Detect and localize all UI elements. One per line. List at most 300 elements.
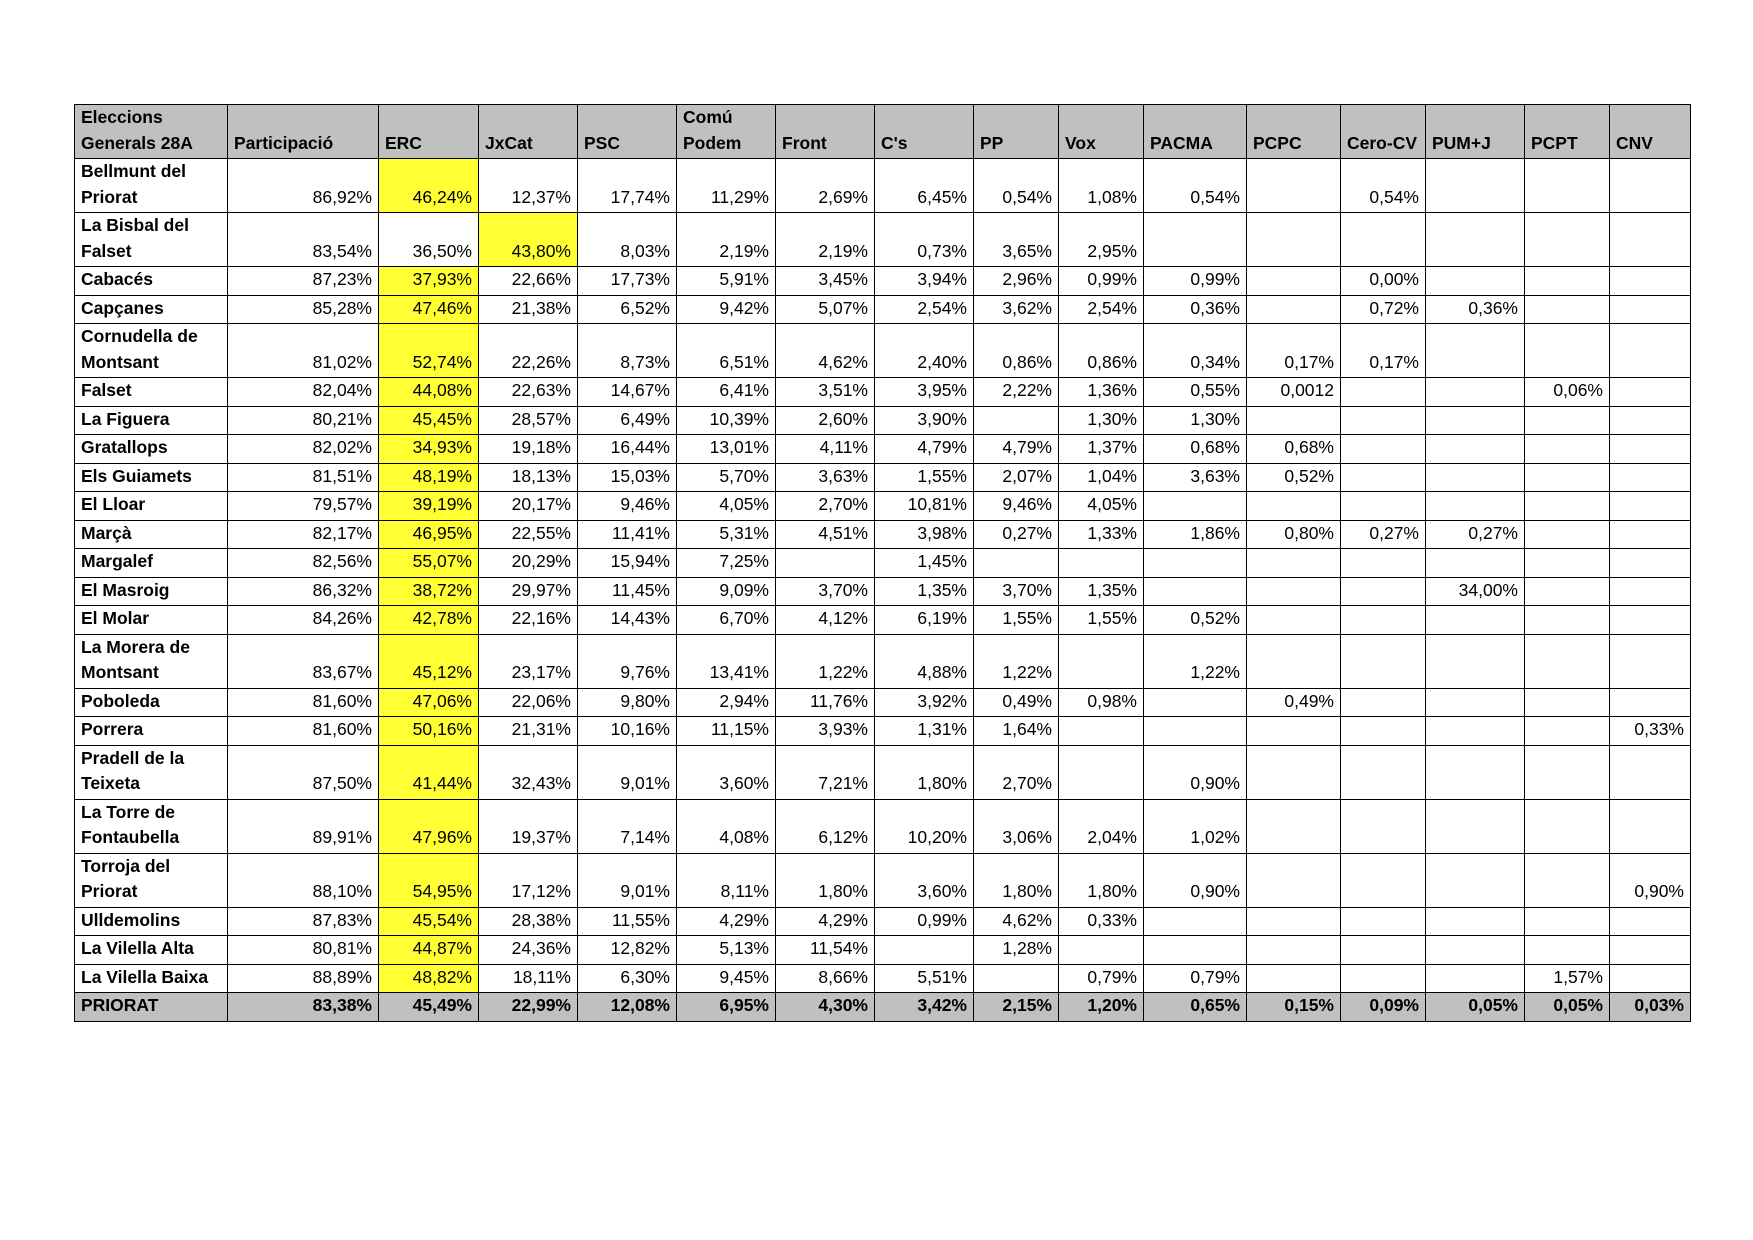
cell-erc: 55,07% <box>379 549 479 578</box>
cell-pacma: 0,99% <box>1144 267 1247 296</box>
cell-psc: 17,73% <box>578 267 677 296</box>
cell-pcpt <box>1525 577 1610 606</box>
cell-cnv <box>1610 492 1691 521</box>
cell-front: 2,69% <box>776 159 875 213</box>
cell-cero-cv <box>1341 745 1426 799</box>
cell-erc: 50,16% <box>379 717 479 746</box>
cell-cero-cv <box>1341 435 1426 464</box>
cell-front: 2,19% <box>776 213 875 267</box>
table-row <box>75 324 1691 378</box>
cell-erc: 52,74% <box>379 324 479 378</box>
cell-cero-cv: 0,17% <box>1341 324 1426 378</box>
cell-jxcat: 21,38% <box>479 295 578 324</box>
cell-pcpc <box>1247 606 1341 635</box>
cell-pcpt <box>1525 853 1610 907</box>
cell-psc: 14,43% <box>578 606 677 635</box>
cell-pcpt <box>1525 267 1610 296</box>
cell-vox: 0,33% <box>1059 907 1144 936</box>
cell-pum-j <box>1426 463 1525 492</box>
cell-participaci-: 88,10% <box>228 853 379 907</box>
cell-jxcat: 19,18% <box>479 435 578 464</box>
cell-c-s: 4,88% <box>875 634 974 688</box>
cell-cnv <box>1610 213 1691 267</box>
cell-erc: 34,93% <box>379 435 479 464</box>
cell-vox: 1,35% <box>1059 577 1144 606</box>
cell-participaci-: 83,38% <box>228 993 379 1022</box>
cell-pp: 0,49% <box>974 688 1059 717</box>
cell-jxcat: 22,99% <box>479 993 578 1022</box>
header-title: Eleccions Generals 28A <box>75 105 228 159</box>
table-row <box>75 463 1691 492</box>
municipality-name: Margalef <box>75 549 228 578</box>
municipality-name: Capçanes <box>75 295 228 324</box>
cell-pcpc <box>1247 406 1341 435</box>
cell-com-podem: 6,70% <box>677 606 776 635</box>
cell-pp: 1,22% <box>974 634 1059 688</box>
cell-pcpt <box>1525 295 1610 324</box>
cell-pacma: 1,22% <box>1144 634 1247 688</box>
cell-com-podem: 13,01% <box>677 435 776 464</box>
cell-pp: 2,15% <box>974 993 1059 1022</box>
cell-cnv <box>1610 378 1691 407</box>
cell-pp: 0,86% <box>974 324 1059 378</box>
cell-com-podem: 5,31% <box>677 520 776 549</box>
cell-pacma <box>1144 688 1247 717</box>
cell-pp: 1,55% <box>974 606 1059 635</box>
cell-cnv <box>1610 267 1691 296</box>
cell-cero-cv <box>1341 406 1426 435</box>
cell-jxcat: 24,36% <box>479 936 578 965</box>
cell-com-podem: 5,70% <box>677 463 776 492</box>
cell-cero-cv: 0,54% <box>1341 159 1426 213</box>
cell-front: 4,30% <box>776 993 875 1022</box>
cell-pcpt <box>1525 213 1610 267</box>
header-front: Front <box>776 105 875 159</box>
cell-vox: 0,79% <box>1059 964 1144 993</box>
cell-c-s: 3,60% <box>875 853 974 907</box>
cell-erc: 45,49% <box>379 993 479 1022</box>
cell-cnv <box>1610 745 1691 799</box>
cell-psc: 8,03% <box>578 213 677 267</box>
cell-psc: 9,01% <box>578 853 677 907</box>
cell-participaci-: 84,26% <box>228 606 379 635</box>
cell-front: 1,80% <box>776 853 875 907</box>
cell-c-s: 4,79% <box>875 435 974 464</box>
cell-vox <box>1059 634 1144 688</box>
cell-pcpc <box>1247 295 1341 324</box>
municipality-name: Cabacés <box>75 267 228 296</box>
municipality-name: La Morera de Montsant <box>75 634 228 688</box>
cell-vox: 1,36% <box>1059 378 1144 407</box>
cell-com-podem: 11,15% <box>677 717 776 746</box>
cell-cero-cv <box>1341 378 1426 407</box>
cell-cero-cv: 0,72% <box>1341 295 1426 324</box>
municipality-name: La Torre de Fontaubella <box>75 799 228 853</box>
header-pp: PP <box>974 105 1059 159</box>
cell-pum-j <box>1426 159 1525 213</box>
cell-jxcat: 22,66% <box>479 267 578 296</box>
table-row <box>75 213 1691 267</box>
cell-pacma <box>1144 717 1247 746</box>
cell-c-s: 3,90% <box>875 406 974 435</box>
cell-pum-j <box>1426 406 1525 435</box>
cell-pcpc <box>1247 577 1341 606</box>
table-row <box>75 606 1691 635</box>
cell-erc: 45,54% <box>379 907 479 936</box>
cell-jxcat: 32,43% <box>479 745 578 799</box>
cell-vox: 1,80% <box>1059 853 1144 907</box>
cell-c-s <box>875 936 974 965</box>
cell-psc: 9,76% <box>578 634 677 688</box>
cell-front: 4,11% <box>776 435 875 464</box>
cell-pcpt <box>1525 324 1610 378</box>
cell-pcpt: 1,57% <box>1525 964 1610 993</box>
cell-pp: 1,64% <box>974 717 1059 746</box>
cell-cero-cv <box>1341 634 1426 688</box>
cell-jxcat: 43,80% <box>479 213 578 267</box>
cell-com-podem: 6,41% <box>677 378 776 407</box>
cell-com-podem: 9,09% <box>677 577 776 606</box>
cell-pcpt <box>1525 606 1610 635</box>
table-row <box>75 435 1691 464</box>
cell-cnv <box>1610 159 1691 213</box>
cell-vox: 4,05% <box>1059 492 1144 521</box>
header-cero-cv: Cero-CV <box>1341 105 1426 159</box>
header-pcpc: PCPC <box>1247 105 1341 159</box>
cell-c-s: 3,98% <box>875 520 974 549</box>
election-results-table <box>74 104 1691 1022</box>
cell-cnv <box>1610 799 1691 853</box>
cell-psc: 10,16% <box>578 717 677 746</box>
cell-c-s: 0,99% <box>875 907 974 936</box>
cell-cero-cv <box>1341 853 1426 907</box>
cell-erc: 42,78% <box>379 606 479 635</box>
cell-pcpt: 0,05% <box>1525 993 1610 1022</box>
cell-pp <box>974 406 1059 435</box>
cell-pacma <box>1144 577 1247 606</box>
cell-pp: 2,70% <box>974 745 1059 799</box>
cell-com-podem: 11,29% <box>677 159 776 213</box>
cell-participaci-: 86,92% <box>228 159 379 213</box>
cell-vox: 1,33% <box>1059 520 1144 549</box>
cell-pum-j <box>1426 853 1525 907</box>
cell-front: 8,66% <box>776 964 875 993</box>
cell-pp: 3,65% <box>974 213 1059 267</box>
cell-c-s: 3,95% <box>875 378 974 407</box>
cell-pp <box>974 964 1059 993</box>
cell-jxcat: 18,13% <box>479 463 578 492</box>
cell-pum-j <box>1426 799 1525 853</box>
cell-psc: 9,01% <box>578 745 677 799</box>
cell-vox: 1,55% <box>1059 606 1144 635</box>
cell-psc: 11,45% <box>578 577 677 606</box>
cell-psc: 6,52% <box>578 295 677 324</box>
table-row <box>75 159 1691 213</box>
cell-com-podem: 4,29% <box>677 907 776 936</box>
cell-pacma: 0,34% <box>1144 324 1247 378</box>
cell-c-s: 6,45% <box>875 159 974 213</box>
header-cnv: CNV <box>1610 105 1691 159</box>
cell-pcpt <box>1525 463 1610 492</box>
cell-com-podem: 5,91% <box>677 267 776 296</box>
cell-jxcat: 22,06% <box>479 688 578 717</box>
cell-pacma: 3,63% <box>1144 463 1247 492</box>
cell-pcpc <box>1247 907 1341 936</box>
cell-pp: 0,54% <box>974 159 1059 213</box>
cell-jxcat: 29,97% <box>479 577 578 606</box>
cell-pum-j: 0,27% <box>1426 520 1525 549</box>
cell-pacma: 1,30% <box>1144 406 1247 435</box>
cell-erc: 37,93% <box>379 267 479 296</box>
cell-vox: 2,04% <box>1059 799 1144 853</box>
cell-front: 1,22% <box>776 634 875 688</box>
cell-pp: 3,70% <box>974 577 1059 606</box>
municipality-name: El Molar <box>75 606 228 635</box>
cell-cero-cv <box>1341 549 1426 578</box>
cell-pp: 4,79% <box>974 435 1059 464</box>
cell-psc: 6,30% <box>578 964 677 993</box>
cell-com-podem: 9,42% <box>677 295 776 324</box>
cell-pcpc <box>1247 549 1341 578</box>
cell-erc: 46,24% <box>379 159 479 213</box>
cell-vox: 1,04% <box>1059 463 1144 492</box>
cell-erc: 47,96% <box>379 799 479 853</box>
cell-psc: 17,74% <box>578 159 677 213</box>
municipality-name: La Figuera <box>75 406 228 435</box>
cell-vox: 0,86% <box>1059 324 1144 378</box>
cell-vox <box>1059 745 1144 799</box>
cell-participaci-: 83,67% <box>228 634 379 688</box>
cell-erc: 46,95% <box>379 520 479 549</box>
cell-pum-j <box>1426 634 1525 688</box>
cell-pp: 2,07% <box>974 463 1059 492</box>
header-pum-j: PUM+J <box>1426 105 1525 159</box>
cell-pacma <box>1144 213 1247 267</box>
cell-erc: 47,06% <box>379 688 479 717</box>
cell-front: 6,12% <box>776 799 875 853</box>
cell-cnv <box>1610 435 1691 464</box>
cell-pum-j: 34,00% <box>1426 577 1525 606</box>
cell-cero-cv <box>1341 463 1426 492</box>
cell-participaci-: 87,83% <box>228 907 379 936</box>
cell-erc: 38,72% <box>379 577 479 606</box>
cell-com-podem: 13,41% <box>677 634 776 688</box>
cell-cero-cv <box>1341 907 1426 936</box>
table-row <box>75 936 1691 965</box>
cell-pum-j: 0,36% <box>1426 295 1525 324</box>
cell-participaci-: 89,91% <box>228 799 379 853</box>
cell-pcpc: 0,0012 <box>1247 378 1341 407</box>
cell-erc: 54,95% <box>379 853 479 907</box>
header-c-s: C's <box>875 105 974 159</box>
cell-erc: 47,46% <box>379 295 479 324</box>
cell-participaci-: 82,17% <box>228 520 379 549</box>
cell-pum-j <box>1426 606 1525 635</box>
cell-vox: 0,99% <box>1059 267 1144 296</box>
municipality-name: Porrera <box>75 717 228 746</box>
table-row <box>75 964 1691 993</box>
cell-pacma: 0,90% <box>1144 853 1247 907</box>
header-com-podem: Comú Podem <box>677 105 776 159</box>
table-row <box>75 406 1691 435</box>
cell-jxcat: 28,57% <box>479 406 578 435</box>
cell-front: 3,51% <box>776 378 875 407</box>
cell-front: 3,45% <box>776 267 875 296</box>
header-pcpt: PCPT <box>1525 105 1610 159</box>
cell-psc: 11,41% <box>578 520 677 549</box>
cell-vox: 0,98% <box>1059 688 1144 717</box>
cell-erc: 39,19% <box>379 492 479 521</box>
cell-participaci-: 88,89% <box>228 964 379 993</box>
cell-cnv <box>1610 324 1691 378</box>
cell-c-s: 10,20% <box>875 799 974 853</box>
table-row <box>75 492 1691 521</box>
cell-jxcat: 20,29% <box>479 549 578 578</box>
cell-psc: 7,14% <box>578 799 677 853</box>
cell-c-s: 1,45% <box>875 549 974 578</box>
header-vox: Vox <box>1059 105 1144 159</box>
cell-front: 2,60% <box>776 406 875 435</box>
cell-pcpc <box>1247 964 1341 993</box>
cell-pcpc <box>1247 213 1341 267</box>
cell-participaci-: 82,56% <box>228 549 379 578</box>
cell-cero-cv <box>1341 717 1426 746</box>
table-row <box>75 549 1691 578</box>
cell-pcpc: 0,52% <box>1247 463 1341 492</box>
cell-pacma: 0,79% <box>1144 964 1247 993</box>
cell-front: 2,70% <box>776 492 875 521</box>
cell-cnv <box>1610 936 1691 965</box>
cell-com-podem: 6,95% <box>677 993 776 1022</box>
cell-pcpc: 0,49% <box>1247 688 1341 717</box>
cell-pcpt <box>1525 634 1610 688</box>
municipality-name: Falset <box>75 378 228 407</box>
cell-cnv <box>1610 406 1691 435</box>
cell-pcpt <box>1525 159 1610 213</box>
cell-pum-j: 0,05% <box>1426 993 1525 1022</box>
cell-erc: 44,08% <box>379 378 479 407</box>
cell-pacma: 0,54% <box>1144 159 1247 213</box>
cell-com-podem: 9,45% <box>677 964 776 993</box>
cell-pcpc <box>1247 717 1341 746</box>
table-row <box>75 745 1691 799</box>
cell-cnv <box>1610 463 1691 492</box>
cell-cero-cv: 0,27% <box>1341 520 1426 549</box>
municipality-name: Cornudella de Montsant <box>75 324 228 378</box>
cell-jxcat: 22,55% <box>479 520 578 549</box>
municipality-name: Bellmunt del Priorat <box>75 159 228 213</box>
cell-jxcat: 28,38% <box>479 907 578 936</box>
cell-pum-j <box>1426 378 1525 407</box>
cell-participaci-: 81,60% <box>228 688 379 717</box>
cell-com-podem: 2,19% <box>677 213 776 267</box>
cell-c-s: 1,55% <box>875 463 974 492</box>
cell-participaci-: 82,04% <box>228 378 379 407</box>
municipality-name: Poboleda <box>75 688 228 717</box>
cell-c-s: 6,19% <box>875 606 974 635</box>
cell-front: 7,21% <box>776 745 875 799</box>
municipality-name: El Masroig <box>75 577 228 606</box>
cell-vox: 1,20% <box>1059 993 1144 1022</box>
cell-jxcat: 21,31% <box>479 717 578 746</box>
cell-pacma: 0,90% <box>1144 745 1247 799</box>
cell-pp: 3,06% <box>974 799 1059 853</box>
cell-pp: 1,28% <box>974 936 1059 965</box>
cell-participaci-: 81,51% <box>228 463 379 492</box>
cell-pum-j <box>1426 717 1525 746</box>
cell-c-s: 2,40% <box>875 324 974 378</box>
cell-front: 3,63% <box>776 463 875 492</box>
cell-erc: 45,45% <box>379 406 479 435</box>
municipality-name: Pradell de la Teixeta <box>75 745 228 799</box>
total-label: PRIORAT <box>75 993 228 1022</box>
cell-pacma <box>1144 907 1247 936</box>
cell-pcpc: 0,17% <box>1247 324 1341 378</box>
cell-participaci-: 80,81% <box>228 936 379 965</box>
cell-c-s: 2,54% <box>875 295 974 324</box>
cell-participaci-: 85,28% <box>228 295 379 324</box>
table-row <box>75 907 1691 936</box>
cell-vox: 1,30% <box>1059 406 1144 435</box>
cell-pacma: 1,02% <box>1144 799 1247 853</box>
cell-front <box>776 549 875 578</box>
cell-psc: 12,08% <box>578 993 677 1022</box>
cell-pcpc <box>1247 799 1341 853</box>
cell-erc: 41,44% <box>379 745 479 799</box>
cell-participaci-: 87,50% <box>228 745 379 799</box>
cell-front: 4,29% <box>776 907 875 936</box>
cell-psc: 11,55% <box>578 907 677 936</box>
cell-front: 11,76% <box>776 688 875 717</box>
cell-participaci-: 83,54% <box>228 213 379 267</box>
table-row <box>75 799 1691 853</box>
cell-com-podem: 8,11% <box>677 853 776 907</box>
cell-vox <box>1059 549 1144 578</box>
cell-pp: 4,62% <box>974 907 1059 936</box>
cell-c-s: 1,35% <box>875 577 974 606</box>
cell-cero-cv <box>1341 606 1426 635</box>
cell-com-podem: 5,13% <box>677 936 776 965</box>
table-row <box>75 577 1691 606</box>
table-row <box>75 267 1691 296</box>
cell-com-podem: 7,25% <box>677 549 776 578</box>
cell-pum-j <box>1426 267 1525 296</box>
cell-com-podem: 4,05% <box>677 492 776 521</box>
cell-pp <box>974 549 1059 578</box>
cell-c-s: 10,81% <box>875 492 974 521</box>
cell-pcpc <box>1247 267 1341 296</box>
cell-participaci-: 86,32% <box>228 577 379 606</box>
cell-participaci-: 81,02% <box>228 324 379 378</box>
cell-pp: 0,27% <box>974 520 1059 549</box>
cell-jxcat: 20,17% <box>479 492 578 521</box>
cell-cnv <box>1610 295 1691 324</box>
cell-erc: 48,19% <box>379 463 479 492</box>
cell-participaci-: 79,57% <box>228 492 379 521</box>
table-row <box>75 717 1691 746</box>
cell-pcpt <box>1525 799 1610 853</box>
cell-front: 4,12% <box>776 606 875 635</box>
cell-cero-cv <box>1341 799 1426 853</box>
cell-psc: 9,46% <box>578 492 677 521</box>
cell-cero-cv <box>1341 492 1426 521</box>
cell-pacma <box>1144 549 1247 578</box>
cell-pcpt <box>1525 549 1610 578</box>
cell-c-s: 3,94% <box>875 267 974 296</box>
cell-c-s: 1,80% <box>875 745 974 799</box>
cell-cero-cv <box>1341 964 1426 993</box>
cell-jxcat: 17,12% <box>479 853 578 907</box>
